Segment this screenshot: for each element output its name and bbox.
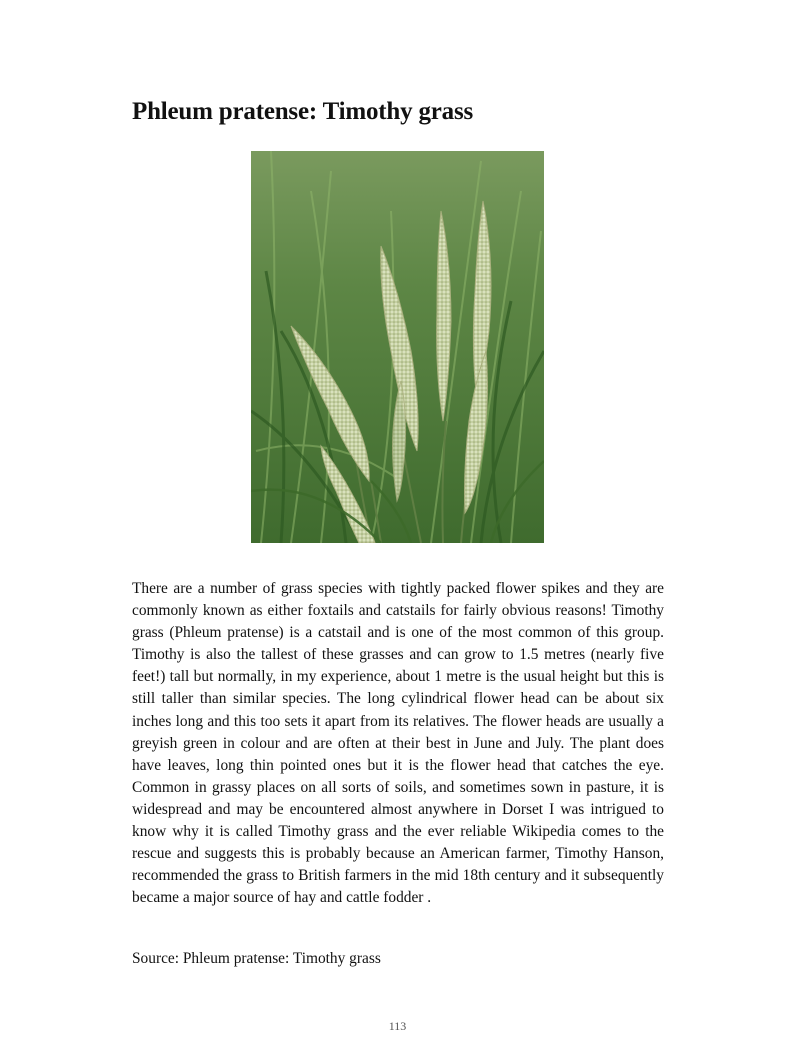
body-paragraph: There are a number of grass species with tightly packed flower spikes and they are commonly known as either foxtails and catstails for fairly obvious reasons! Timothy grass (Phleum pratense) is a catstail and is one of the most common of this group. Timothy is also the tallest of these grasses and can grow to 1.5 metres (nearly five feet!) tall but normally, in my experience, about 1 metre is the usual height but this is still taller than similar species. The long cylindrical flower head can be about six inches long and this too sets it apart from its relatives. The flower heads are usually a greyish green in colour and are often at their best in June and July. The plant does have leaves, long thin pointed ones but it is the flower head that catches the eye. Common in grassy places on all sorts of soils, and sometimes sown in pasture, it is widespread and may be encountered almost anywhere in Dorset I was intrigued to know why it is called Timothy grass and the ever reliable Wikipedia comes to the rescue and suggests this is probably because an American farmer, Timothy Hanson, recommended the grass to British farmers in the mid 18th century and it subsequently became a major source of hay and cattle fodder .	[132, 580, 664, 907]
page-number: 113	[388, 1019, 407, 1033]
grass-illustration	[251, 151, 544, 543]
source-citation: Source: Phleum pratense: Timothy grass	[132, 950, 381, 967]
page-title: Phleum pratense: Timothy grass	[132, 98, 473, 125]
timothy-grass-photo	[251, 151, 544, 543]
